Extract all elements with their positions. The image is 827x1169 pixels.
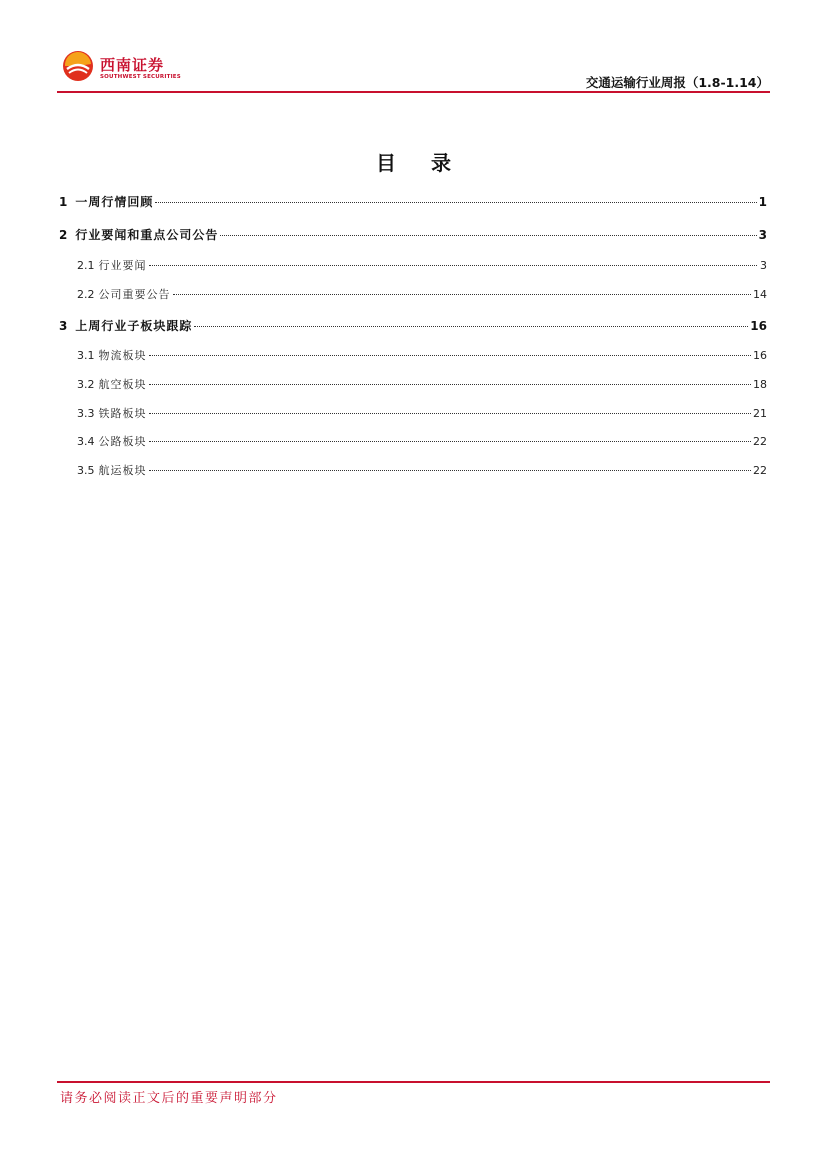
toc-entry-label: 行业要闻 <box>98 259 147 272</box>
toc-entry-number: 2.2 <box>77 288 95 301</box>
toc-entry-3-2[interactable] <box>59 376 767 394</box>
toc-dot-leader <box>149 413 752 414</box>
toc-entry-page: 22 <box>753 435 767 448</box>
toc-entry-number: 1 <box>59 195 68 209</box>
toc-entry-label: 航空板块 <box>98 378 147 391</box>
toc-entry-page: 3 <box>760 259 767 272</box>
company-logo <box>62 50 181 86</box>
toc-entry-page: 3 <box>758 228 767 242</box>
toc-entry-2[interactable] <box>59 226 767 244</box>
toc-dot-leader <box>173 294 752 295</box>
toc-entry-number: 3.5 <box>77 464 95 477</box>
toc-entry-page: 14 <box>753 288 767 301</box>
toc-dot-leader <box>149 355 752 356</box>
footer-divider <box>57 1081 770 1083</box>
toc-entry-number: 3.1 <box>77 349 95 362</box>
toc-entry-label: 物流板块 <box>98 349 147 362</box>
toc-dot-leader <box>149 470 752 471</box>
toc-entry-number: 3.2 <box>77 378 95 391</box>
toc-entry-3-5[interactable] <box>59 462 767 480</box>
toc-dot-leader <box>149 384 752 385</box>
header-divider <box>57 91 770 93</box>
toc-entry-page: 16 <box>750 319 767 333</box>
toc-entry-page: 22 <box>753 464 767 477</box>
logo-emblem-icon <box>62 50 94 82</box>
toc-entry-label: 公路板块 <box>98 435 147 448</box>
toc-entry-label: 铁路板块 <box>98 407 147 420</box>
report-title: 交通运输行业周报（1.8-1.14） <box>585 75 769 90</box>
toc-entry-number: 3.3 <box>77 407 95 420</box>
logo-english-name: SOUTHWEST SECURITIES <box>100 74 181 80</box>
toc-dot-leader <box>149 441 752 442</box>
toc-entry-3-1[interactable] <box>59 347 767 365</box>
toc-entry-2-2[interactable] <box>59 286 767 304</box>
toc-dot-leader <box>155 202 756 203</box>
toc-entry-number: 3.4 <box>77 435 95 448</box>
toc-dot-leader <box>194 326 748 327</box>
toc-entry-page: 1 <box>758 195 767 209</box>
toc-heading: 目 录 <box>376 151 465 175</box>
toc-entry-label: 行业要闻和重点公司公告 <box>75 228 219 242</box>
toc-entry-page: 18 <box>753 378 767 391</box>
toc-entry-label: 公司重要公告 <box>98 288 171 301</box>
toc-dot-leader <box>149 265 758 266</box>
toc-dot-leader <box>220 235 756 236</box>
toc-entry-page: 16 <box>753 349 767 362</box>
toc-entry-number: 3 <box>59 319 68 333</box>
footer-disclaimer: 请务必阅读正文后的重要声明部分 <box>60 1091 278 1106</box>
page-header <box>0 0 827 100</box>
toc-entry-number: 2 <box>59 228 68 242</box>
toc-entry-label: 一周行情回顾 <box>75 195 154 209</box>
toc-entry-page: 21 <box>753 407 767 420</box>
toc-entry-3-4[interactable] <box>59 433 767 451</box>
toc-entry-2-1[interactable] <box>59 257 767 275</box>
toc-entry-3[interactable] <box>59 317 767 335</box>
logo-chinese-name: 西南证券 <box>100 56 165 74</box>
toc-entry-1[interactable] <box>59 193 767 211</box>
toc-entry-label: 航运板块 <box>98 464 147 477</box>
toc-entry-number: 2.1 <box>77 259 95 272</box>
toc-entry-3-3[interactable] <box>59 405 767 423</box>
toc-entry-label: 上周行业子板块跟踪 <box>75 319 193 333</box>
